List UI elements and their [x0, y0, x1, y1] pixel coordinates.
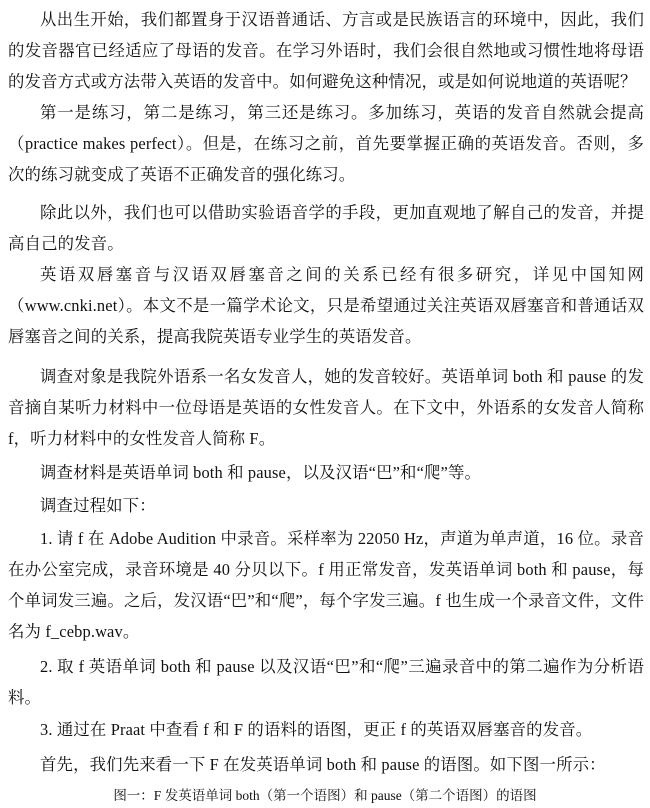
paragraph-procedure-step-1: 1. 请 f 在 Adobe Audition 中录音。采样率为 22050 Hz，声道为单声道，16 位。录音在办公室完成，录音环境是 40 分贝以下。f 用正常发音，发英语单词 both 和 pause，每个单词发三遍。之后，发汉语“巴”和“爬”，每个字发三遍。f 也生成一个录音文件，文件名为 f_cebp.wav。 — [8, 529, 644, 641]
paragraph-figure-intro: 首先，我们先来看一下 F 在发英语单词 both 和 pause 的语图。如下图一所示： — [40, 755, 606, 774]
paragraph-procedure-step-3: 3. 通过在 Praat 中查看 f 和 F 的语料的语图，更正 f 的英语双唇塞音的发音。 — [40, 720, 593, 739]
paragraph-subjects: 调查对象是我院外语系一名女发音人，她的发音较好。英语单词 both 和 pause 的发音摘自某听力材料中一位母语是英语的女性发音人。在下文中，外语系的女发音人简称 f，听力材料中的女性发音人简称 F。 — [8, 367, 644, 448]
paragraph-research-background: 英语双唇塞音与汉语双唇塞音之间的关系已经有很多研究，详见中国知网（www.cnki.net）。本文不是一篇学术论文，只是希望通过关注英语双唇塞音和普通话双唇塞音之间的关系，提高我院英语专业学生的英语发音。 — [8, 265, 644, 346]
figure-caption: 图一：F 发英语单词 both（第一个语图）和 pause（第二个语图）的语图 — [113, 788, 537, 803]
paragraph-procedure-step-2: 2. 取 f 英语单词 both 和 pause 以及汉语“巴”和“爬”三遍录音中的第二遍作为分析语料。 — [8, 657, 644, 707]
paragraph-experimental-phonetics: 除此以外，我们也可以借助实验语音学的手段，更加直观地了解自己的发音，并提高自己的发音。 — [8, 203, 644, 253]
paragraph-materials: 调查材料是英语单词 both 和 pause，以及汉语“巴”和“爬”等。 — [40, 463, 482, 482]
paragraph-intro: 从出生开始，我们都置身于汉语普通话、方言或是民族语言的环境中，因此，我们的发音器官已经适应了母语的发音。在学习外语时，我们会很自然地或习惯性地将母语的发音方式或方法带入英语的发音中。如何避免这种情况，或是如何说地道的英语呢？ — [8, 10, 644, 91]
paragraph-practice: 第一是练习，第二是练习，第三还是练习。多加练习，英语的发音自然就会提高（practice makes perfect）。但是，在练习之前，首先要掌握正确的英语发音。否则，多次的练习就变成了英语不正确发音的强化练习。 — [8, 103, 644, 184]
paragraph-procedure-heading: 调查过程如下： — [40, 496, 156, 515]
